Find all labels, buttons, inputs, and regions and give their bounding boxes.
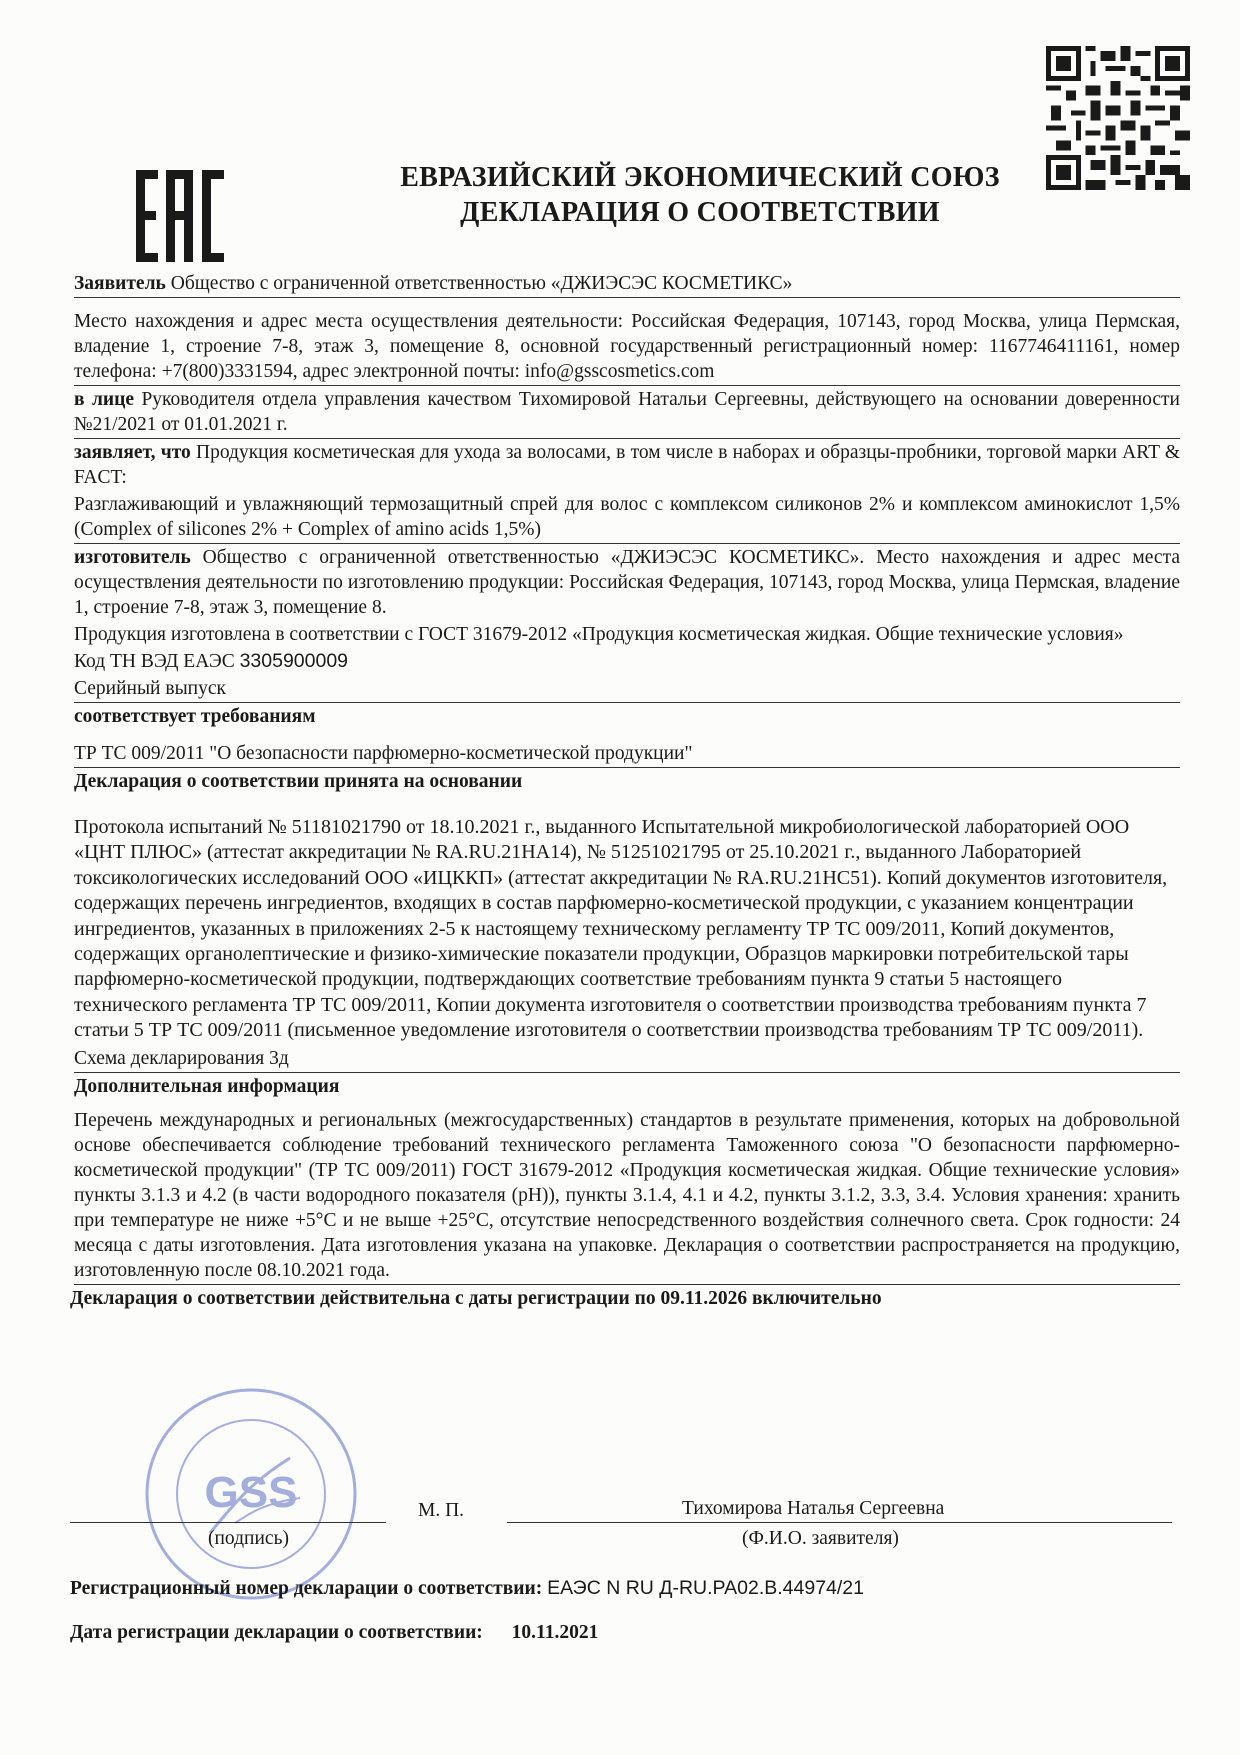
representative-row [74, 386, 1180, 439]
declaration-body [70, 270, 1180, 1312]
series-row: Серийный выпуск [74, 675, 1180, 703]
seal-label: М. П. [418, 1500, 465, 1521]
requirements-label: соответствует требованиям [74, 706, 316, 727]
hs-code-value: 3305900009 [239, 650, 349, 672]
declares-label: заявляет, что [74, 442, 191, 463]
representative-value: Руководителя отдела управления качеством Тихомировой Натальи Сергеевны, действующего на основании доверенности №21/2021 от 01.01.2021 г. [74, 389, 1180, 435]
applicant-row [74, 270, 1180, 298]
validity-text: Декларация о соответствии действительна с даты регистрации по [70, 1287, 656, 1309]
registration-number-label: Регистрационный номер декларации о соответствии: [70, 1578, 543, 1599]
document-header [330, 160, 1070, 230]
registration-number: ЕАЭС N RU Д-RU.PA02.B.44974/21 [547, 1577, 864, 1599]
basis-label: Декларация о соответствии принята на основании [74, 771, 523, 792]
registration-date-row [70, 1622, 598, 1644]
signature-block [70, 1498, 1180, 1570]
eac-logo [136, 170, 226, 262]
declaration-title: ДЕКЛАРАЦИЯ О СООТВЕТСТВИИ [460, 197, 940, 228]
manufacturer-standard: Продукция изготовлена в соответствии с ГОСТ 31679-2012 «Продукция косметическая жидкая. Общие технические условия» [74, 624, 1124, 645]
registration-date-label: Дата регистрации декларации о соответствии: [70, 1622, 483, 1643]
manufacturer-label: изготовитель [74, 547, 191, 568]
hs-code-row [74, 648, 1180, 675]
additional-text: Перечень международных и региональных (межгосударственных) стандартов в результате применения, которых на добровольной основе обеспечивается соблюдение требований технического регламента Таможенного союза "О безопасности парфюмерно-косметической продукции" (ТР ТС 009/2011) ГОСТ 31679-2012 «Продукция косметическая жидкая. Общие технические условия» пункты 3.1.3 и 4.2 (в части водородного показателя (рН)), пункты 3.1.4, 4.1 и 4.2, пункты 3.1.2, 3.3, 3.4. Условия хранения: хранить при температуре не ниже +5°С и не выше +25°С, отсутствие непосредственного воздействия солнечного света. Срок годности: 24 месяца с даты изготовления. Дата изготовления указана на упаковке. Декларация о соответствии распространяется на продукцию, изготовленную после 08.10.2021 года. [74, 1100, 1180, 1285]
scheme-row: Схема декларирования 3д [74, 1045, 1180, 1073]
signature-label: (подпись) [208, 1528, 289, 1549]
manufacturer-row [74, 544, 1180, 621]
registration-number-row [70, 1577, 864, 1600]
declares-row [74, 439, 1180, 491]
company-stamp [140, 1383, 362, 1605]
name-label: (Ф.И.О. заявителя) [742, 1528, 899, 1549]
validity-row [70, 1285, 1180, 1312]
signature-line [70, 1522, 386, 1523]
hs-code-prefix: Код ТН ВЭД ЕАЭС [74, 651, 235, 672]
name-line [507, 1522, 1172, 1523]
manufacturer-value: Общество с ограниченной ответственностью «ДЖИЭСЭС КОСМЕТИКС». Место нахождения и адрес места осуществления деятельности по изготовлению продукции: Российская Федерация, 107143, город Москва, улица Пермская, владение 1, строение 7-8, этаж 3, помещение 8. [74, 547, 1180, 618]
validity-date: 09.11.2026 [660, 1287, 748, 1309]
applicant-label: Заявитель [74, 273, 166, 294]
applicant-value: Общество с ограниченной ответственностью «ДЖИЭСЭС КОСМЕТИКС» [170, 273, 793, 294]
signer-name: Тихомирова Наталья Сергеевна [682, 1498, 945, 1519]
basis-text: Протокола испытаний № 51181021790 от 18.10.2021 г., выданного Испытательной микробиологической лабораторией ООО «ЦНТ ПЛЮС» (аттестат аккредитации № RA.RU.21НА14), № 51251021795 от 25.10.2021 г., выданного Лабораторией токсикологических исследований ООО «ИЦККП» (аттестат аккредитации № RA.RU.21НС51). Копий документов изготовителя, содержащих перечень ингредиентов, входящих в состав парфюмерно-косметической продукции, с указанием концентрации ингредиентов, указанных в приложениях 2-5 к настоящему техническому регламенту ТР ТС 009/2011, Копий документов, содержащих органолептические и физико-химические показатели продукции, Образцов маркировки потребительской тары парфюмерно-косметической продукции, подтверждающих соответствие требованиям пункта 9 статьи 5 настоящего технического регламента ТР ТС 009/2011, Копии документа изготовителя о соответствии производства требованиям пункта 7 статьи 5 ТР ТС 009/2011 (письменное уведомление изготовителя о соответствии производства требованиям ТР ТС 009/2011). [74, 816, 1168, 1042]
union-title: ЕВРАЗИЙСКИЙ ЭКОНОМИЧЕСКИЙ СОЮЗ [400, 162, 1000, 193]
additional-label: Дополнительная информация [74, 1075, 340, 1097]
location-row: Место нахождения и адрес места осуществления деятельности: Российская Федерация, 107143, город Москва, улица Пермская, владение 1, строение 7-8, этаж 3, помещение 8, основной государственный регистрационный номер: 1167746411161, номер телефона: +7(800)3331594, адрес электронной почты: info@gsscosmetics.com [74, 308, 1180, 386]
product-row: Разглаживающий и увлажняющий термозащитный спрей для волос с комплексом силиконов 2% и комплексом аминокислот 1,5% (Complex of silicones 2% + Complex of amino acids 1,5%) [74, 491, 1180, 544]
declares-value: Продукция косметическая для ухода за волосами, в том числе в наборах и образцы-пробники, торговой марки ART & FACT: [74, 442, 1180, 488]
validity-suffix: включительно [752, 1287, 882, 1309]
requirements-value: ТР ТС 009/2011 "О безопасности парфюмерно-косметической продукции" [74, 740, 1180, 768]
stamp-text: GSS [204, 1468, 298, 1517]
representative-label: в лице [74, 389, 135, 410]
registration-date: 10.11.2021 [511, 1622, 599, 1643]
